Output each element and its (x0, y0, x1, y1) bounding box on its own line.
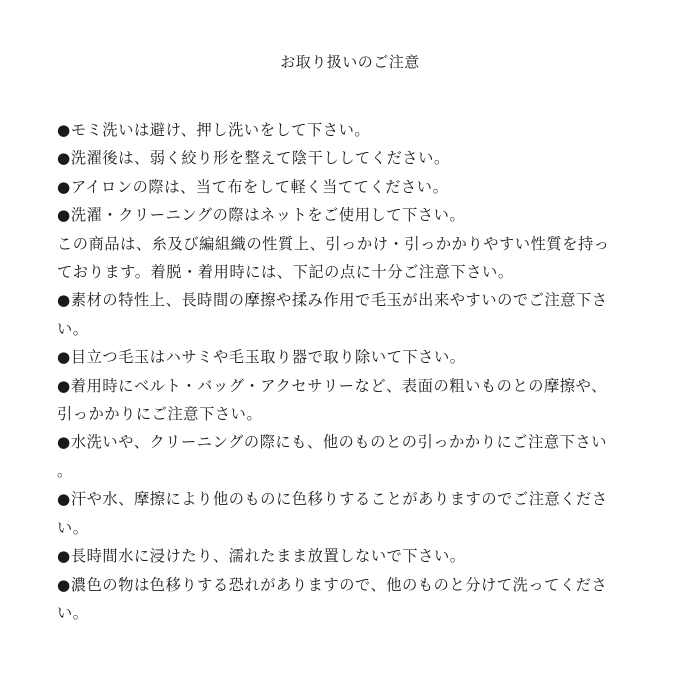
text-line: い。 (57, 518, 89, 537)
text-line: ●目立つ毛玉はハサミや毛玉取り器で取り除いて下さい。 (57, 348, 466, 367)
care-instructions-text (57, 116, 643, 627)
text-line: い。 (57, 603, 89, 622)
text-line: ●濃色の物は色移りする恐れがありますので、他のものと分けて洗ってくださ (57, 575, 608, 594)
text-line: ●洗濯・クリーニングの際はネットをご使用して下さい。 (57, 206, 466, 225)
text-line: ●素材の特性上、長時間の摩擦や揉み作用で毛玉が出来やすいのでご注意下さ (57, 291, 608, 310)
text-line: 。 (57, 461, 73, 480)
text-line: ●モミ洗いは避け、押し洗いをして下さい。 (57, 121, 371, 139)
text-line: ●洗濯後は、弱く絞り形を整えて陰干ししてください。 (57, 149, 450, 168)
text-line: ております。着脱・着用時には、下記の点に十分ご注意下さい。 (57, 263, 514, 282)
page-title: お取り扱いのご注意 (280, 53, 420, 71)
text-line: ●着用時にベルト・バッグ・アクセサリーなど、表面の粗いものとの摩擦や、 (57, 376, 607, 395)
text-line: 引っかかりにご注意下さい。 (57, 405, 263, 424)
text-line: この商品は、糸及び編組織の性質上、引っかけ・引っかかりやすい性質を持っ (57, 234, 610, 253)
text-line: ●長時間水に浸けたり、濡れたまま放置しないで下さい。 (57, 547, 466, 566)
text-line: ●水洗いや、クリーニングの際にも、他のものとの引っかかりにご注意下さい (57, 433, 608, 452)
text-line: ●汗や水、摩擦により他のものに色移りすることがありますのでご注意くださ (57, 490, 608, 509)
text-line: ●アイロンの際は、当て布をして軽く当ててください。 (57, 177, 449, 196)
text-line: い。 (57, 319, 89, 338)
